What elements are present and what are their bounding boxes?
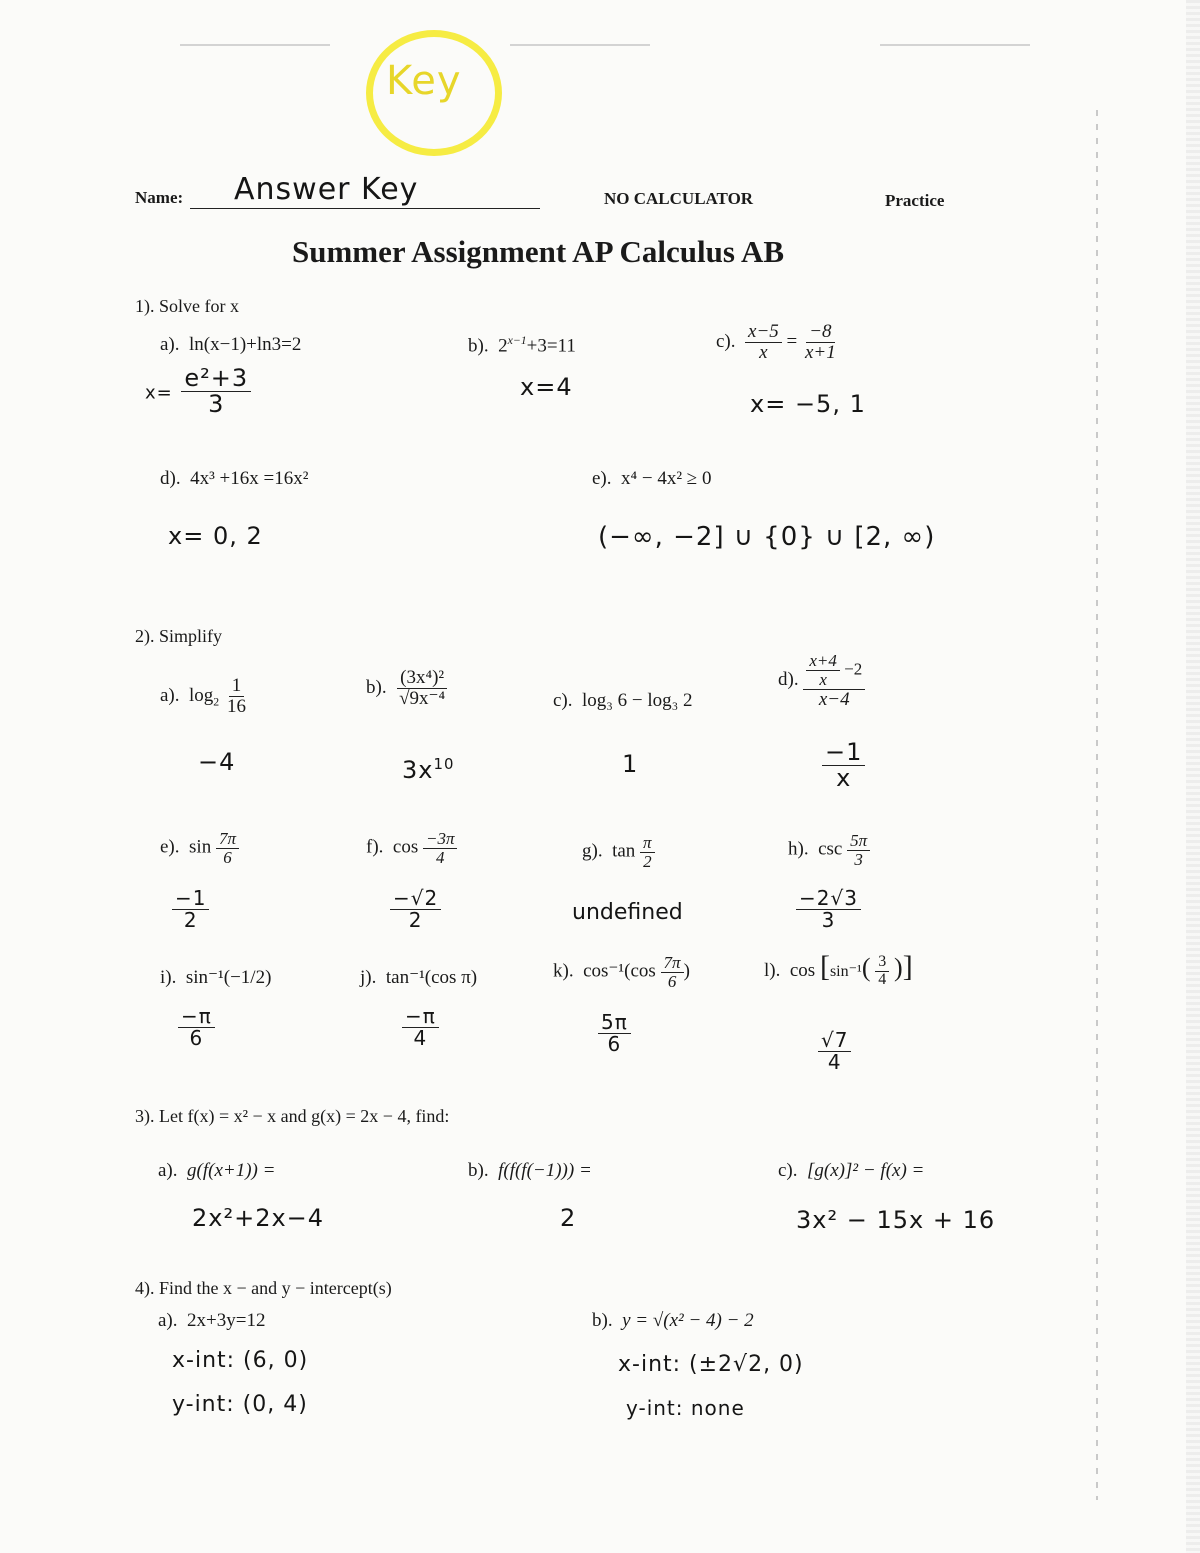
q2i-problem: i). sin⁻¹(−1/2) [160, 967, 272, 988]
no-calculator-label: NO CALCULATOR [604, 189, 754, 208]
q2i-answer: $\frac{-\pi}{6}$ [178, 1006, 215, 1049]
q2h-answer: $\frac{-2√3}{3}$ [796, 888, 861, 931]
q2-heading: 2). Simplify [135, 626, 223, 646]
q4a-y-intercept: y-int: (0, 4) [172, 1392, 308, 1417]
q2b-answer: $3x^{10}$ [402, 755, 455, 784]
q2f-answer: $\frac{-√2}{2}$ [390, 888, 441, 931]
q4a-problem: a). 2x+3y=12 [158, 1310, 266, 1331]
q1c-answer: x= −5, 1 [750, 390, 866, 418]
q2f-problem: f). cos $\frac{-3\pi}{4}$ [366, 830, 457, 867]
name-value: Answer Key [234, 172, 419, 207]
q3-heading: 3). Let f(x) = x² − x and g(x) = 2x − 4, find: [135, 1106, 450, 1126]
q1c-problem: c). $\frac{x-5}{x}$ = $\frac{-8}{x+1}$ [716, 321, 836, 363]
q2g-answer: undefined [572, 900, 683, 925]
q3c-answer: 3x² − 15x + 16 [796, 1206, 996, 1234]
q1d-problem: d). 4x³ +16x =16x² [160, 468, 309, 489]
q2c-answer: 1 [622, 750, 639, 778]
q4b-y-intercept: y-int: none [626, 1396, 745, 1420]
q2h-problem: h). csc $\frac{5\pi}{3}$ [788, 832, 870, 869]
name-underline [190, 208, 540, 209]
q1-heading: 1). Solve for x [135, 296, 239, 316]
q2a-problem: a). $\log_2$ $\frac{1}{16}$ [160, 675, 246, 717]
q4-heading: 4). Find the x − and y − intercept(s) [135, 1278, 392, 1298]
scan-edge-line [1096, 110, 1098, 1500]
q2g-problem: g). tan $\frac{\pi}{2}$ [582, 834, 655, 871]
q2e-problem: e). sin $\frac{7\pi}{6}$ [160, 830, 239, 867]
q4a-x-intercept: x-int: (6, 0) [172, 1348, 309, 1373]
q2d-problem: d). $\frac{x+4}{x}$ −2 x−4 [778, 652, 865, 710]
q2l-problem: l). cos [sin⁻¹( $\frac{3}{4}$ )] [764, 950, 913, 989]
q1e-answer: (−∞, −2] ∪ {0} ∪ [2, ∞) [598, 522, 936, 552]
q3b-answer: 2 [560, 1204, 577, 1232]
q2a-answer: −4 [198, 748, 236, 776]
q1e-problem: e). x⁴ − 4x² ≥ 0 [592, 468, 712, 489]
q2l-answer: $\frac{√7}{4}$ [818, 1030, 851, 1073]
q3a-problem: a). g(f(x+1)) = [158, 1160, 276, 1181]
scan-noise [880, 44, 1030, 46]
q3a-answer: 2x²+2x−4 [192, 1204, 325, 1232]
q1b-problem: b). $2^{x-1}+3=11$ [468, 334, 576, 357]
q4b-problem: b). y = √(x² − 4) − 2 [592, 1310, 754, 1331]
q1a-problem: a). ln(x−1)+ln3=2 [160, 334, 302, 355]
q3b-problem: b). f(f(f(−1))) = [468, 1160, 592, 1181]
name-label: Name: [135, 188, 184, 207]
q2e-answer: $\frac{-1}{2}$ [172, 888, 209, 931]
page-title: Summer Assignment AP Calculus AB [292, 234, 785, 269]
q4b-x-intercept: x-int: (±2√2, 0) [618, 1352, 804, 1377]
scan-edge-shadow [1186, 0, 1200, 1553]
q1d-answer: x= 0, 2 [168, 522, 263, 550]
q2j-answer: $\frac{-\pi}{4}$ [402, 1006, 439, 1049]
q1b-answer: x=4 [520, 373, 573, 401]
key-stamp: Key [386, 58, 462, 104]
q1a-answer: x= $\frac{\text{e²+3}}{3}$ [145, 366, 251, 417]
scan-noise [180, 44, 330, 46]
q2k-answer: $\frac{5\pi}{6}$ [598, 1012, 631, 1055]
q2k-problem: k). cos⁻¹(cos $\frac{7\pi}{6}$ ) [553, 953, 690, 991]
q2b-problem: b). $\frac{\text{(3x⁴)²}}{\text{√9x⁻⁴}}$ [366, 667, 446, 709]
q2d-answer: $\frac{-1}{x}$ [822, 740, 865, 791]
q3c-problem: c). [g(x)]² − f(x) = [778, 1160, 925, 1181]
q2c-problem: c). log₃ 6 − log₃ 2 [553, 690, 693, 711]
scan-noise [510, 44, 650, 46]
practice-label: Practice [885, 191, 945, 210]
q2j-problem: j). tan⁻¹(cos π) [360, 967, 478, 988]
